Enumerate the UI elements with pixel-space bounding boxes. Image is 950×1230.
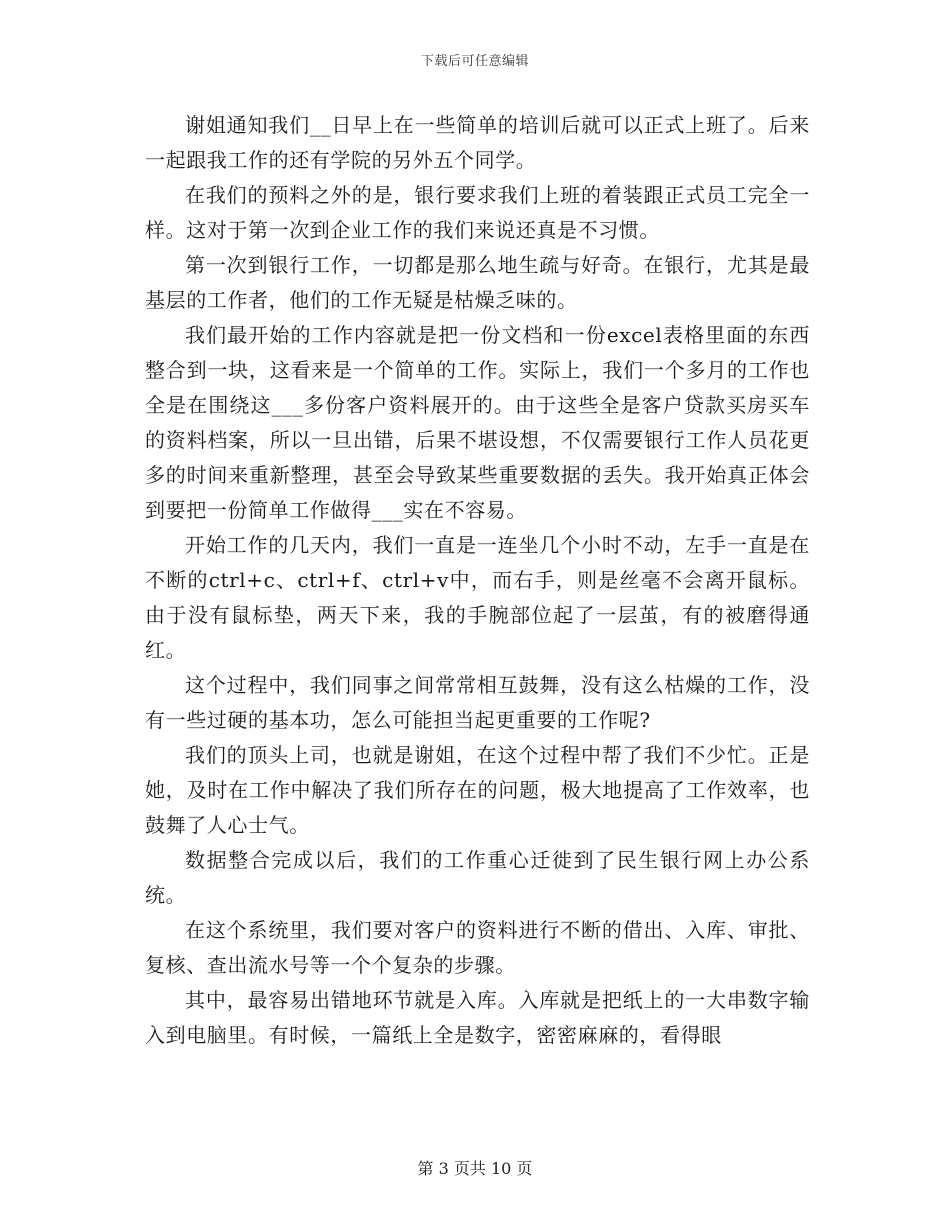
paragraph: 我们最开始的工作内容就是把一份文档和一份excel表格里面的东西整合到一块，这看来是一个简单的工作。实际上，我们一个多月的工作也全是在围绕这___多份客户资料展开的。由于这些全是客户贷款买房买车的资料档案，所以一旦出错，后果不堪设想，不仅需要银行工作人员花更多的时间来重新整理，甚至会导致某些重要数据的丢失。我开始真正体会到要把一份简单工作做得___实在不容易。 bbox=[145, 323, 810, 522]
page-header-note: 下载后可任意编辑 bbox=[420, 54, 529, 69]
paragraph: 数据整合完成以后，我们的工作重心迁徙到了民生银行网上办公系统。 bbox=[145, 848, 810, 907]
paragraph: 我们的顶头上司，也就是谢姐，在这个过程中帮了我们不少忙。正是她，及时在工作中解决了我们所存在的问题，极大地提高了工作效率，也鼓舞了人心士气。 bbox=[145, 743, 810, 837]
paragraph: 第一次到银行工作，一切都是那么地生疏与好奇。在银行，尤其是最基层的工作者，他们的工作无疑是枯燥乏味的。 bbox=[145, 253, 810, 312]
paragraph: 这个过程中，我们同事之间常常相互鼓舞，没有这么枯燥的工作，没有一些过硬的基本功，怎么可能担当起更重要的工作呢? bbox=[145, 673, 810, 732]
paragraph: 其中，最容易出错地环节就是入库。入库就是把纸上的一大串数字输入到电脑里。有时候，一篇纸上全是数字，密密麻麻的，看得眼 bbox=[145, 988, 810, 1047]
paragraph: 在我们的预料之外的是，银行要求我们上班的着装跟正式员工完全一样。这对于第一次到企业工作的我们来说还真是不习惯。 bbox=[145, 183, 810, 242]
document-body bbox=[145, 108, 810, 1053]
paragraph: 谢姐通知我们__日早上在一些简单的培训后就可以正式上班了。后来一起跟我工作的还有学院的另外五个同学。 bbox=[145, 113, 810, 172]
paragraph: 在这个系统里，我们要对客户的资料进行不断的借出、入库、审批、复核、查出流水号等一个个复杂的步骤。 bbox=[145, 918, 810, 977]
page-number: 第 3 页共 10 页 bbox=[417, 1159, 533, 1178]
paragraph: 开始工作的几天内，我们一直是一连坐几个小时不动，左手一直是在不断的ctrl+c、ctrl+f、ctrl+v中，而右手，则是丝毫不会离开鼠标。由于没有鼠标垫，两天下来，我的手腕部位起了一层茧，有的被磨得通红。 bbox=[145, 533, 810, 662]
